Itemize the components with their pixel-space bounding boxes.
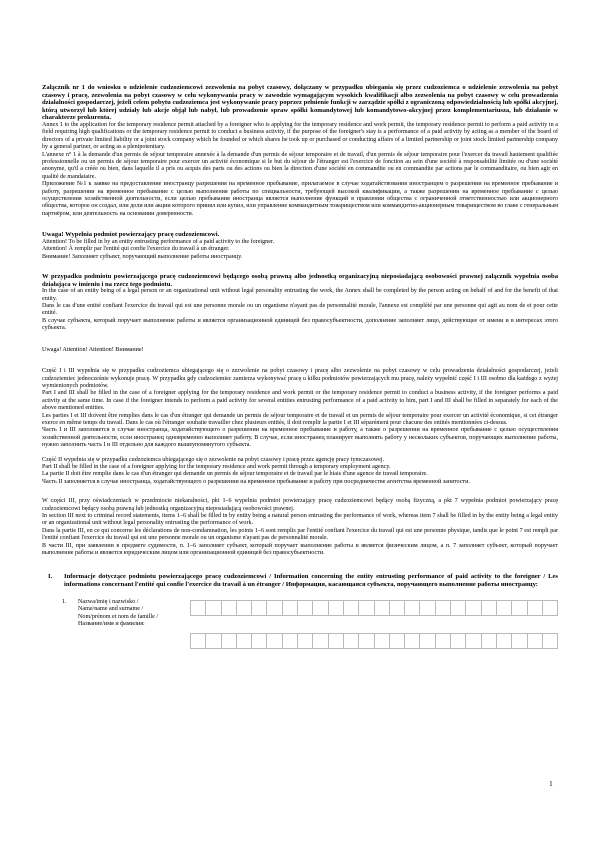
char-box[interactable] (465, 633, 481, 649)
part-iii-ru: В части III, при заявлении в предмете судимости, п. 1–6 заполняет субъект, который поручает выполнение работы и является физическим лицом, а п. 7 заполняет субъект, который поручает выполнение работы и является юридическим лицом или организационной единицей без правосубъектности. (42, 542, 558, 557)
parts-i-iii-fr: Les parties I et III doivent être remplies dans le cas d'un étranger qui demande un permis de séjour temporaire et de travail et un permis de séjour temporaire pour exercer un activité économique, si cet étranger exerce en même temps du travail. Dans le cas où l'étranger souhaite travailler chez plusieurs entités, il doit remplir la partie I et III séparément pour chacune des entités mentionnées ci-dessus. (42, 412, 558, 426)
field-1-input-area (190, 599, 558, 649)
char-box[interactable] (205, 600, 221, 616)
part-iii-pl: W części III, przy oświadczeniach w przedmiocie niekaralności, pkt 1–6 wypełnia podmiot powierzający pracę cudzoziemcowi będący osobą fizyczną, a pkt 7 wypełnia podmiot powierzający pracę cudzoziemcowi będący osobą prawną lub jednostką organizacyjną nieposiadającą osobowości prawnej. (42, 498, 558, 512)
char-box[interactable] (419, 600, 435, 616)
field-1-name-row (42, 599, 558, 649)
page-number: 1 (549, 779, 553, 788)
char-box[interactable] (374, 633, 390, 649)
char-box[interactable] (328, 600, 344, 616)
attention-line: Uwaga! Attention! Attention! Внимание! (42, 346, 144, 353)
part-ii-ru: Часть II заполняется в случае иностранца, ходатайствующего о разрешении на временное пребывание и работу при посредничестве агентства временной занятости. (42, 478, 470, 485)
char-box[interactable] (527, 600, 543, 616)
char-box[interactable] (205, 633, 221, 649)
char-box[interactable] (221, 600, 237, 616)
char-box[interactable] (389, 633, 405, 649)
char-box[interactable] (297, 633, 313, 649)
char-box[interactable] (251, 633, 267, 649)
section-i-number: I. (48, 573, 53, 581)
parts-i-iii-pl: Część I i III wypełnia się w przypadku cudzoziemca ubiegającego się o zezwolenie na pobyt czasowy i pracę albo zezwolenie na pobyt czasowy w celu prowadzenia działalności gospodarczej, jeżeli cudzoziemiec jednocześnie wykonuje pracę. W przypadku gdy cudzoziemiec zamierza wykonywać pracę u kilku podmiotów powierzających mu pracę, należy wypełnić część I i III osobno dla każdego z wyżej wymienionych podmiotów. (42, 368, 558, 389)
field-1-comb-row-2 (190, 633, 558, 649)
char-box[interactable] (236, 633, 252, 649)
part-ii-en: Part II shall be filled in the case of a foreigner applying for the temporary residence and work permit through a temporary employment agency. (42, 463, 391, 470)
char-box[interactable] (190, 600, 206, 616)
char-box[interactable] (328, 633, 344, 649)
part-ii-pl: Część II wypełnia się w przypadku cudzoziemca ubiegającego się o zezwolenie na pobyt czasowy i pracę przez agencję pracy tymczasowej. (42, 456, 385, 463)
intro-ru: Приложение №1 к заявке на предоставление иностранцу разрешения на временное пребывание, прилагаемое в случае ходатайствования иностранцем о разрешении на временное пребывание и работу, разрешении на временное пребывание с целью выполнения работы по специальности, требующей высокой квалификации, а также разрешении на временное пребывание с целью осуществления хозяйственной деятельности, если целью пребывания иностранца является выполнение функций в правлении общества с ограниченной ответственностью или акционерного общества, которое он создал, или доли или акции которого принял или купил, или управление коммандитным товариществом или коммандитно-акционерным товариществом во главе с генеральным партнёром, или деятельность на основании доверенности. (42, 181, 558, 217)
note-legal-pl: W przypadku podmiotu powierzającego pracę cudzoziemcowi będącego osobą prawną albo jednostką organizacyjną nieposiadającą osobowości prawnej załącznik wypełnia osoba działająca w imieniu i na rzecz tego podmiotu. (42, 273, 558, 288)
char-box[interactable] (481, 600, 497, 616)
char-box[interactable] (343, 633, 359, 649)
part-iii-en: In section III next to criminal record statements, items 1–6 shall be filled in by entity being a natural person entrusting the performance of work, whereas item 7 shall be filled in by the entity being a legal entity or an organizational unit without legal personality entrusting the performance of work. (42, 513, 558, 527)
section-i-heading (42, 573, 558, 589)
char-box[interactable] (251, 600, 267, 616)
part-iii-block (42, 498, 558, 557)
char-box[interactable] (465, 600, 481, 616)
char-box[interactable] (221, 633, 237, 649)
field-1-label-ru: Название/имя и фамилия: (78, 621, 145, 628)
char-box[interactable] (511, 633, 527, 649)
note-legal-person-block (42, 273, 558, 333)
char-box[interactable] (266, 633, 282, 649)
field-1-comb-row-1 (190, 600, 558, 616)
part-iii-fr: Dans la partie III, en ce qui concerne les déclarations de non-condamnation, les points 1–6 sont remplis par l'entité confiant l'exercice du travail qui est une personne physique, tandis que le point 7 est rempli par l'entité confiant l'exercice du travail qui est une personne morale ou un organisme n'ayant pas de personnalité morale. (42, 527, 558, 542)
char-box[interactable] (419, 633, 435, 649)
char-box[interactable] (343, 600, 359, 616)
char-box[interactable] (496, 600, 512, 616)
char-box[interactable] (496, 633, 512, 649)
char-box[interactable] (297, 600, 313, 616)
parts-i-iii-en: Part I and III shall be filled in the case of a foreigner applying for the temporary residence and work permit or the temporary residence permit to conduct a business activity, if the foreigner performs a paid activity at the same time. In case if the foreigner intends to perform a paid activity for several entities entrusting performance of a paid activity to him, part I and III shall be filled in separately for each of the above mentioned entities. (42, 390, 558, 412)
char-box[interactable] (312, 600, 328, 616)
char-box[interactable] (542, 600, 558, 616)
field-1-label (78, 599, 190, 649)
char-box[interactable] (358, 633, 374, 649)
intro-paragraphs (42, 84, 558, 218)
char-box[interactable] (435, 633, 451, 649)
section-i-title: Informacje dotyczące podmiotu powierzającego pracę cudzoziemcowi / Information concerning the entity entrusting performance of paid activity to the foreigner / Les informations concernant l'entité qui confie l'exercice du travail à un étranger / Информация, касающаяся субъекта, поручающего выполнение работы иностранцу: (64, 573, 558, 589)
char-box[interactable] (435, 600, 451, 616)
part-ii-block (42, 457, 558, 487)
char-box[interactable] (190, 633, 206, 649)
note-fill-block (42, 231, 558, 261)
note-fill-pl: Uwaga! Wypełnia podmiot powierzający pracę cudzoziemcowi. (42, 231, 220, 239)
char-box[interactable] (404, 600, 420, 616)
char-box[interactable] (282, 600, 298, 616)
char-box[interactable] (404, 633, 420, 649)
note-legal-fr: Dans le cas d'une entité confiant l'exercice du travail qui est une personne morale ou un organisme n'ayant pas de personnalité morale, l'annexe est complété par une personne qui agit au nom de et pour cette entité. (42, 303, 558, 317)
note-legal-ru: В случае субъекта, который поручает выполнение работы и является организационной единицей без правосубъектности, дополнение заполняет лицо, действующее от имени и в интересах этого субъекта. (42, 317, 558, 332)
char-box[interactable] (450, 600, 466, 616)
field-1-label-pl: Nazwa/imię i nazwisko / (78, 599, 139, 606)
note-fill-en: Attention! To be filled in by an entity entrusting performance of a paid activity to the foreigner. (42, 238, 275, 245)
note-legal-en: In the case of an entity being of a legal person or an organizational unit without legal personality entrusting the work, the Annex shall be completed by the person acting on behalf of and for the benefit of that entity. (42, 288, 558, 302)
char-box[interactable] (266, 600, 282, 616)
intro-en: Annex 1 to the application for the temporary residence permit attached by a foreigner who is applying for the temporary residence and work permit, the temporary residence permit to perform a paid activity in a field requiring high qualifications or the temporary residence permit to conduct a business activity, if the purpose of the foreigner's stay is a performance of a paid activity by acting as a member of the board of directors of a private limited liability or a joint stock company which he founded or which shares he took up or purchased or conducting affairs of a limited partnership or joint stock limited partnership company by a general partner, or acting as a plenipotentiary. (42, 121, 558, 151)
intro-fr: L'annexe n° 1 à la demande d'un permis de séjour temporaire annexée à la demande d'un permis de séjour temporaire et de travail, d'un permis de séjour temporaire pour l'exercer du travail hautement qualifiée professionnelle ou un permis de séjour temporaire pour exercer un activité économique si le but du séjour de l'étranger est l'exercice de fonction au sein d'une société à responsabilité limitée ou d'une société anonyme, qu'il a créée ou bien, dans laquelle il a pris ou acquis des parts ou des actions ou bien la direction d'une société en commandite ou en commandite par actions par le commanditaire, ou bien agir en qualité de mandataire. (42, 151, 558, 180)
char-box[interactable] (374, 600, 390, 616)
field-1-label-fr: Nom/prénom et nom de famille / (78, 613, 159, 620)
parts-i-iii-ru: Часть I и III заполняется в случае иностранца, ходатайствующего о разрешении на временное пребывание и работу, а также о разрешении на временное пребывание с целью осуществления хозяйственной деятельности, если иностранец одновременно выполняет работу. В случае, если иностранец планирует выполнять работу у нескольких субъектов, поручающих выполнение работы, нужно заполнить часть I и III отдельно для каждого вышеупомянутого субъекта. (42, 427, 558, 449)
char-box[interactable] (511, 600, 527, 616)
char-box[interactable] (450, 633, 466, 649)
intro-pl: Załącznik nr 1 do wniosku o udzielenie cudzoziemcowi zezwolenia na pobyt czasowy, dołączany w przypadku ubiegania się przez cudzoziemca o udzielenie zezwolenia na pobyt czasowy i pracę, zezwolenia na pobyt czasowy w celu wykonywania pracy w zawodzie wymagającym wysokich kwalifikacji albo zezwolenia na pobyt czasowy w celu prowadzenia działalności gospodarczej, jeżeli celem pobytu cudzoziemca jest wykonywanie pracy poprzez pełnienie funkcji w zarządzie spółki z ograniczoną odpowiedzialnością lub spółki akcyjnej, którą utworzył lub której udziały lub akcje objął lub nabył, lub prowadzenie spraw spółki komandytowej lub komandytowo-akcyjnej przez komplementariusza, lub działanie w charakterze prokurenta. (42, 84, 558, 122)
char-box[interactable] (236, 600, 252, 616)
char-box[interactable] (481, 633, 497, 649)
char-box[interactable] (282, 633, 298, 649)
note-fill-fr: Attention! À remplir par l'entité qui confie l'exercice du travail à un étranger. (42, 246, 230, 253)
char-box[interactable] (542, 633, 558, 649)
char-box[interactable] (358, 600, 374, 616)
char-box[interactable] (389, 600, 405, 616)
parts-i-iii-block (42, 368, 558, 449)
char-box[interactable] (312, 633, 328, 649)
char-box[interactable] (527, 633, 543, 649)
note-fill-ru: Внимание! Заполняет субъект, поручающий выполнение работы иностранцу. (42, 253, 243, 260)
part-ii-fr: La partie II doit être remplie dans le cas d'un étranger qui demande un permis de séjour temporaire et de travail par le biais d'une agence de travail temporaire. (42, 471, 428, 478)
field-1-label-en: Name/name and surname / (78, 606, 144, 613)
field-1-number: 1. (62, 599, 67, 606)
